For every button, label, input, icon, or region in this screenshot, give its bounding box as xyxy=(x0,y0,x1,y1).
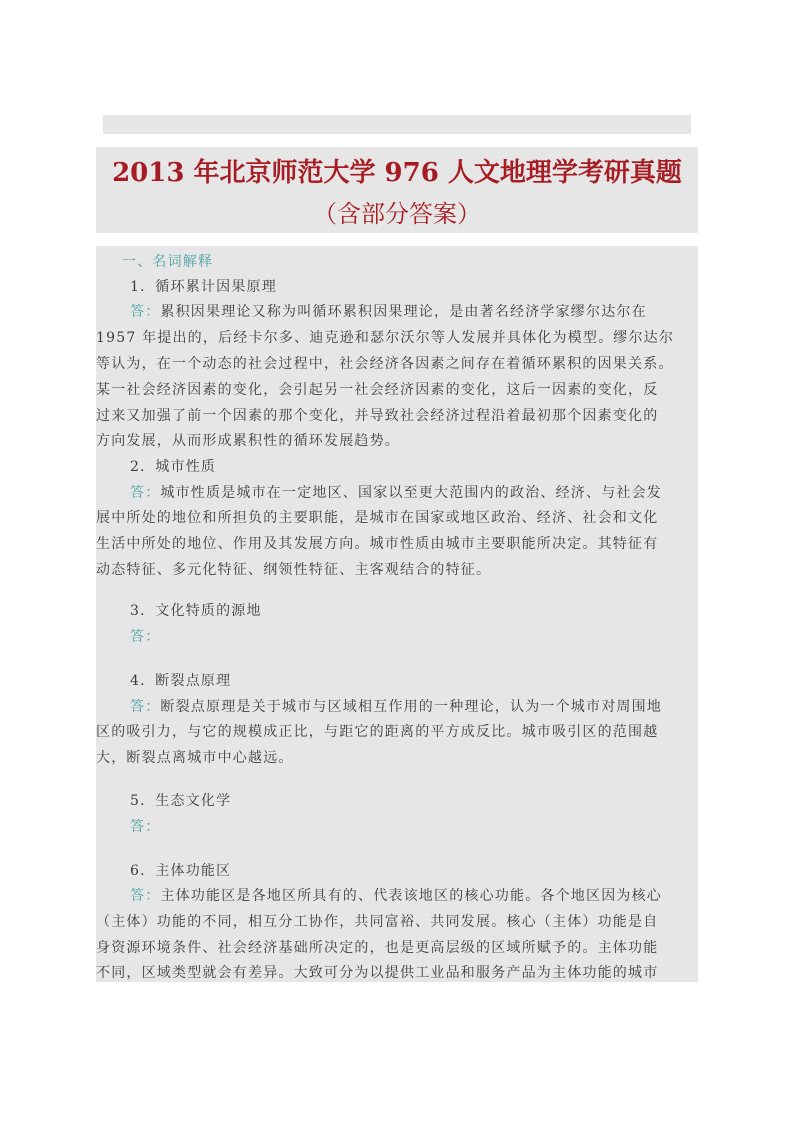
answer-line: 某一社会经济因素的变化，会引起另一社会经济因素的变化，这后一因素的变化，反 xyxy=(96,382,659,398)
answer-line: 大，断裂点离城市中心越远。 xyxy=(96,750,294,766)
answer-label: 答： xyxy=(130,304,161,320)
answer-line: 1957 年提出的，后经卡尔多、迪克逊和瑟尔沃尔等人发展并具体化为模型。缪尔达尔 xyxy=(96,330,675,346)
answer-line xyxy=(130,817,160,837)
page-title: 2013 年北京师范大学 976 人文地理学考研真题 xyxy=(112,158,682,188)
answer-line: 身资源环境条件、社会经济基础所决定的，也是更高层级的区域所赋予的。主体功能 xyxy=(96,940,659,956)
answer-label: 答： xyxy=(130,629,161,645)
answer-line: 过来又加强了前一个因素的那个变化，并导致社会经济过程沿着最初那个因素变化的 xyxy=(96,408,659,424)
page-subtitle: （含部分答案） xyxy=(313,200,481,228)
answer-label: 答： xyxy=(130,485,161,501)
header-bar xyxy=(103,115,691,134)
answer-line: 答：主体功能区是各地区所具有的、代表该地区的核心功能。各个地区因为核心 xyxy=(130,888,663,904)
answer-line: 方向发展，从而形成累积性的循环发展趋势。 xyxy=(96,433,400,449)
term-heading: 3．文化特质的源地 xyxy=(130,603,262,619)
answer-line: 等认为，在一个动态的社会过程中，社会经济各因素之间存在着循环累积的因果关系。 xyxy=(96,356,674,372)
answer-line: 区的吸引力，与它的规模成正比，与距它的距离的平方成反比。城市吸引区的范围越 xyxy=(96,724,659,740)
answer-line: 生活中所处的地位、作用及其发展方向。城市性质由城市主要职能所决定。其特征有 xyxy=(96,536,659,552)
term-heading: 2．城市性质 xyxy=(130,459,217,475)
term-heading: 1．循环累计因果原理 xyxy=(130,279,277,295)
answer-line: 展中所处的地位和所担负的主要职能，是城市在国家或地区政治、经济、社会和文化 xyxy=(96,510,659,526)
answer-line xyxy=(130,627,160,647)
answer-line: 不同，区域类型就会有差异。大致可分为以提供工业品和服务产品为主体功能的城市 xyxy=(96,965,659,981)
answer-line: （主体）功能的不同，相互分工协作，共同富裕、共同发展。核心（主体）功能是自 xyxy=(96,914,659,930)
term-heading: 6．主体功能区 xyxy=(130,863,232,879)
answer-line: 答：累积因果理论又称为叫循环累积因果理论，是由著名经济学家缪尔达尔在 xyxy=(130,304,647,320)
title-block xyxy=(96,147,698,233)
answer-label: 答： xyxy=(130,888,161,904)
answer-line: 答：断裂点原理是关于城市与区域相互作用的一种理论，认为一个城市对周围地 xyxy=(130,699,663,715)
answer-label: 答： xyxy=(130,819,161,835)
answer-line: 答：城市性质是城市在一定地区、国家以至更大范围内的政治、经济、与社会发 xyxy=(130,485,663,501)
section-heading: 一、名词解释 xyxy=(122,254,214,270)
content-body xyxy=(96,246,698,982)
answer-label: 答： xyxy=(130,699,161,715)
term-heading: 4．断裂点原理 xyxy=(130,673,232,689)
answer-line: 动态特征、多元化特征、纲领性特征、主客观结合的特征。 xyxy=(96,562,492,578)
term-heading: 5．生态文化学 xyxy=(130,793,232,809)
